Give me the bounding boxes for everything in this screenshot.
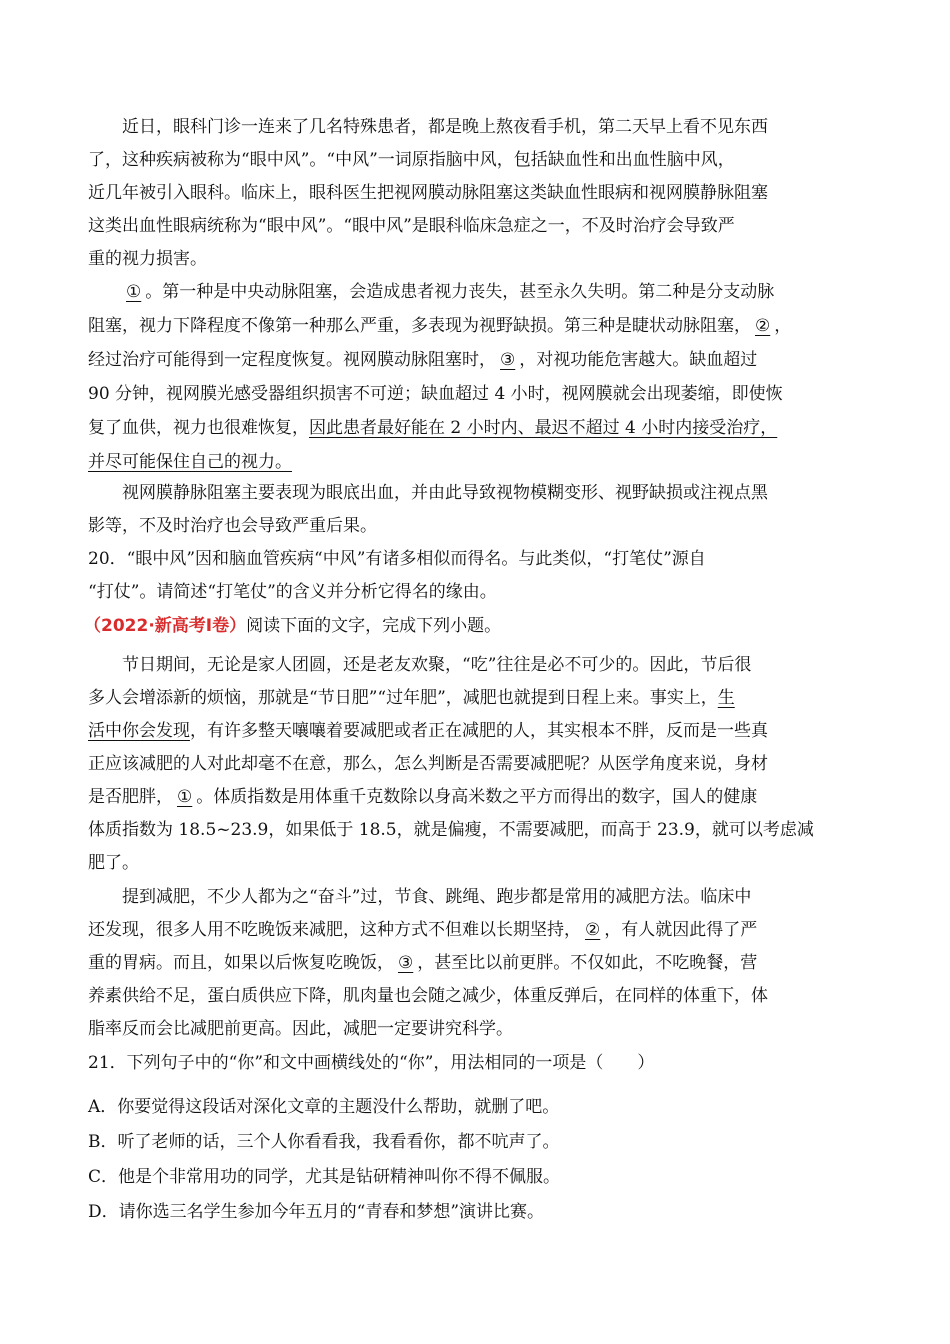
question-20-line1: 20．“眼中风”因和脑血管疾病“中风”有诸多相似而得名。与此类似，“打笔仗”源自 (88, 549, 706, 569)
text-line: 重的视力损害。 (88, 249, 207, 269)
text-line: ① 。第一种是中央动脉阻塞，会造成患者视力丧失，甚至永久失明。第二种是分支动脉 (88, 279, 868, 305)
underlined-sentence: 因此患者最好能在 2 小时内、最迟不超过 4 小时内接受治疗， (309, 418, 778, 438)
blank-1: ① (126, 282, 142, 302)
text-line: 90 分钟，视网膜光感受器组织损害不可逆；缺血超过 4 小时，视网膜就会出现萎缩，即使恢 (88, 384, 783, 404)
underlined-phrase: 活中你会发现 (88, 721, 190, 741)
text-line: 体质指数为 18.5~23.9，如果低于 18.5，就是偏瘦，不需要减肥，而高于 23.9，就可以考虑减 (88, 820, 814, 840)
text-line: 近几年被引入眼科。临床上，眼科医生把视网膜动脉阻塞这类缺血性眼病和视网膜静脉阻塞 (88, 183, 768, 203)
option-c[interactable]: C．他是个非常用功的同学，尤其是钻研精神叫你不得不佩服。 (88, 1167, 561, 1187)
source-line (84, 613, 884, 639)
blank-3: ③ (398, 953, 414, 973)
blank-2: ② (755, 316, 771, 336)
text-line: 肥了。 (88, 853, 139, 873)
option-d[interactable]: D．请你选三名学生参加今年五月的“青春和梦想”演讲比赛。 (88, 1202, 545, 1222)
text-line: 脂率反而会比减肥前更高。因此，减肥一定要讲究科学。 (88, 1019, 513, 1039)
text-line: 多人会增添新的烦恼，那就是“节日肥”“过年肥”，减肥也就提到日程上来。事实上，生 (88, 688, 735, 708)
text-line: 了，这种疾病被称为“眼中风”。“中风”一词原指脑中风，包括缺血性和出血性脑中风， (88, 150, 735, 170)
text-line: 养素供给不足，蛋白质供应下降，肌肉量也会随之减少，体重反弹后，在同样的体重下，体 (88, 986, 768, 1006)
option-a[interactable]: A．你要觉得这段话对深化文章的主题没什么帮助，就删了吧。 (88, 1097, 560, 1117)
text-line: 重的胃病。而且，如果以后恢复吃晚饭， ③ ，甚至比以前更胖。不仅如此，不吃晚餐，营 (88, 953, 758, 973)
text-line: 近日，眼科门诊一连来了几名特殊患者，都是晚上熬夜看手机，第二天早上看不见东西 (122, 117, 768, 137)
text-line: 阻塞，视力下降程度不像第一种那么严重，多表现为视野缺损。第三种是睫状动脉阻塞， ② ， (88, 316, 792, 336)
question-20-line2: “打仗”。请简述“打笔仗”的含义并分析它得名的缘由。 (88, 582, 497, 602)
text-line (88, 449, 868, 475)
question-21-stem: 21．下列句子中的“你”和文中画横线处的“你”，用法相同的一项是（ ） (88, 1053, 655, 1073)
blank-3: ③ (500, 350, 516, 370)
text-line: 节日期间，无论是家人团圆，还是老友欢聚，“吃”往往是必不可少的。因此，节后很 (122, 655, 752, 675)
text-line: 是否肥胖， ① 。体质指数是用体重千克数除以身高米数之平方而得出的数字，国人的健康 (88, 787, 758, 807)
instruction-text: 阅读下面的文字，完成下列小题。 (246, 616, 502, 636)
text-line: 视网膜静脉阻塞主要表现为眼底出血，并由此导致视物模糊变形、视野缺损或注视点黑 (122, 483, 768, 503)
underlined-phrase: 生 (717, 688, 735, 708)
text-line: 提到减肥，不少人都为之“奋斗”过，节食、跳绳、跑步都是常用的减肥方法。临床中 (122, 887, 752, 907)
text-line: 这类出血性眼病统称为“眼中风”。“眼中风”是眼科临床急症之一，不及时治疗会导致严 (88, 216, 735, 236)
underlined-sentence: 并尽可能保住自己的视力。 (88, 452, 292, 472)
text-line: 还发现，很多人用不吃晚饭来减肥，这种方式不但难以长期坚持， ② ，有人就因此得了严 (88, 920, 758, 940)
blank-2: ② (585, 920, 601, 940)
text-line: 经过治疗可能得到一定程度恢复。视网膜动脉阻塞时， ③ ，对视功能危害越大。缺血超过 (88, 350, 758, 370)
text-line: 影等，不及时治疗也会导致严重后果。 (88, 516, 377, 536)
exam-source-tag: （2022·新高考Ⅰ卷） (84, 616, 247, 636)
text-line: 复了血供，视力也很难恢复，因此患者最好能在 2 小时内、最迟不超过 4 小时内接受治疗， (88, 418, 778, 438)
text-line: 活中你会发现，有许多整天嚷嚷着要减肥或者正在减肥的人，其实根本不胖，反而是一些真 (88, 721, 768, 741)
text-line: 正应该减肥的人对此却毫不在意，那么，怎么判断是否需要减肥呢？从医学角度来说，身材 (88, 754, 768, 774)
option-b[interactable]: B．听了老师的话，三个人你看看我，我看看你，都不吭声了。 (88, 1132, 560, 1152)
blank-1: ① (177, 787, 193, 807)
